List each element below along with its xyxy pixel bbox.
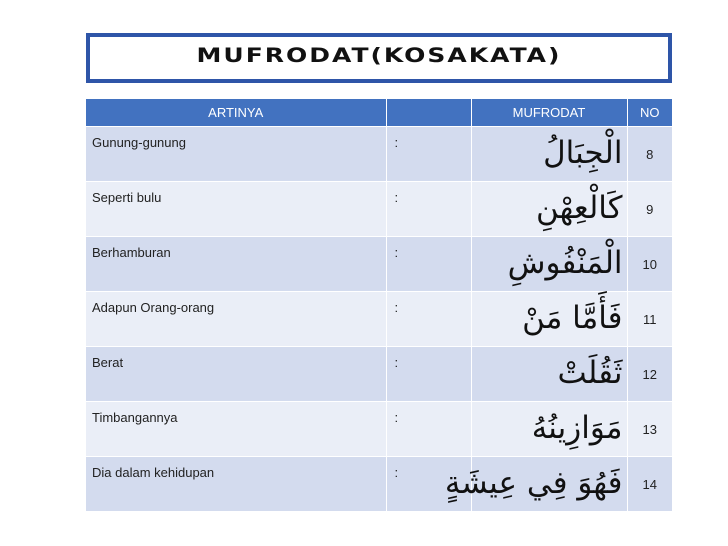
cell-no: 8 (627, 127, 672, 182)
cell-no: 9 (627, 182, 672, 237)
cell-mufrodat (471, 347, 627, 402)
cell-artinya: Berhamburan (86, 237, 386, 292)
cell-no: 10 (627, 237, 672, 292)
cell-mufrodat (471, 402, 627, 457)
cell-mufrodat (444, 457, 627, 512)
header-separator (386, 99, 471, 127)
page-title: MUFRODAT(KOSAKATA) (196, 44, 562, 67)
cell-artinya: Timbangannya (86, 402, 386, 457)
cell-separator: : (386, 292, 471, 347)
cell-artinya: Seperti bulu (86, 182, 386, 237)
header-artinya: ARTINYA (86, 99, 386, 127)
arabic-word: مَوَازِينُهُ (531, 410, 623, 446)
cell-separator: : (386, 237, 471, 292)
table-row (86, 402, 672, 457)
arabic-word: الْمَنْفُوشِ (507, 245, 623, 281)
cell-separator: : (386, 402, 471, 457)
cell-mufrodat (471, 292, 627, 347)
arabic-word: الْجِبَالُ (543, 135, 623, 171)
cell-artinya: Gunung-gunung (86, 127, 386, 182)
table-row (86, 127, 672, 182)
table-header-row (86, 99, 672, 127)
arabic-word: ثَقُلَتْ (557, 355, 623, 391)
cell-no: 11 (627, 292, 672, 347)
cell-mufrodat (471, 237, 627, 292)
table-row (86, 292, 672, 347)
cell-separator: : (386, 457, 471, 512)
cell-mufrodat (471, 182, 627, 237)
arabic-word: فَهُوَ فِي عِيشَةٍ (444, 465, 623, 501)
cell-separator: : (386, 127, 471, 182)
cell-no: 13 (627, 402, 672, 457)
table-row (86, 182, 672, 237)
cell-no: 14 (627, 457, 672, 512)
arabic-word: كَالْعِهْنِ (536, 190, 623, 226)
title-box (86, 33, 672, 83)
header-no: NO (627, 99, 672, 127)
cell-mufrodat (471, 127, 627, 182)
table-row (86, 457, 672, 512)
cell-artinya: Berat (86, 347, 386, 402)
cell-artinya: Dia dalam kehidupan (86, 457, 386, 512)
header-mufrodat: MUFRODAT (471, 99, 627, 127)
cell-artinya: Adapun Orang-orang (86, 292, 386, 347)
cell-separator: : (386, 182, 471, 237)
arabic-word: فَأَمَّا مَنْ (522, 300, 623, 336)
table-row (86, 237, 672, 292)
cell-no: 12 (627, 347, 672, 402)
table-row (86, 347, 672, 402)
cell-separator: : (386, 347, 471, 402)
vocabulary-table (86, 99, 672, 512)
